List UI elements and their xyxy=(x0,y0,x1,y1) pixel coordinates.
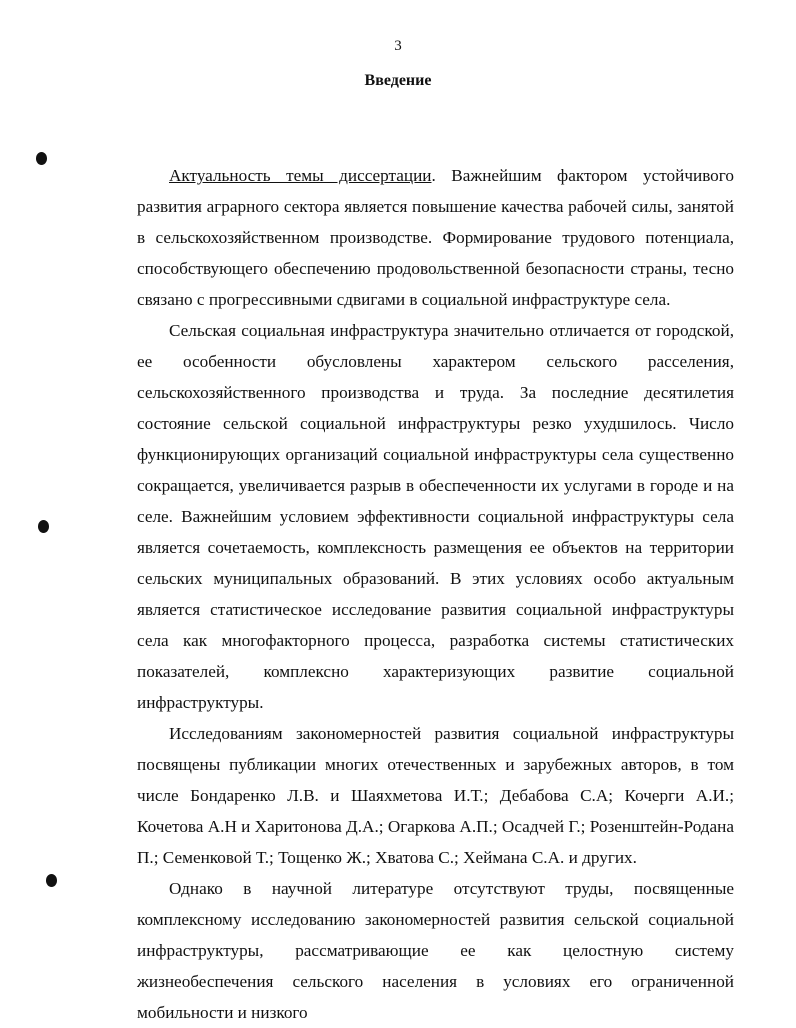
punch-hole-mark xyxy=(46,874,57,887)
paragraph-1 xyxy=(137,160,734,315)
punch-hole-mark xyxy=(36,152,47,165)
lead-phrase: Актуальность темы диссертации xyxy=(169,166,432,185)
paragraph-1-text: . Важнейшим фактором устойчивого развития аграрного сектора является повышение качества рабочей силы, занятой в сельскохозяйственном производстве. Формирование трудового потенциала, способствующего обеспечению продовольственной безопасности страны, тесно связано с прогрессивными сдвигами в социальной инфраструктуре села. xyxy=(137,166,734,309)
paragraph-3: Исследованиям закономерностей развития социальной инфраструктуры посвящены публикации многих отечественных и зарубежных авторов, в том числе Бондаренко Л.В. и Шаяхметова И.Т.; Дебабова С.А; Кочерги А.И.; Кочетова А.Н и Харитонова Д.А.; Огаркова А.П.; Осадчей Г.; Розенштейн-Родана П.; Семенковой Т.; Тощенко Ж.; Хватова С.; Хеймана С.А. и других. xyxy=(137,724,734,867)
body-text xyxy=(137,160,734,1028)
paragraph-2: Сельская социальная инфраструктура значительно отличается от городской, ее особенности обусловлены характером сельского расселения, сельскохозяйственного производства и труда. За последние десятилетия состояние сельской социальной инфраструктуры резко ухудшилось. Число функционирующих организаций социальной инфраструктуры села существенно сокращается, увеличивается разрыв в обеспеченности их услугами в городе и на селе. Важнейшим условием эффективности социальной инфраструктуры села является сочетаемость, комплексность размещения ее объектов на территории сельских муниципальных образований. В этих условиях особо актуальным является статистическое исследование развития социальной инфраструктуры села как многофакторного процесса, разработка системы статистических показателей, комплексно характеризующих развитие социальной инфраструктуры. xyxy=(137,321,734,712)
page-number: 3 xyxy=(394,38,402,54)
punch-hole-mark xyxy=(38,520,49,533)
section-heading: Введение xyxy=(364,72,432,89)
paragraph-4: Однако в научной литературе отсутствуют труды, посвященные комплексному исследованию закономерностей развития сельской социальной инфраструктуры, рассматривающие ее как целостную систему жизнеобеспечения сельского населения в условиях его ограниченной мобильности и низкого xyxy=(137,879,734,1022)
